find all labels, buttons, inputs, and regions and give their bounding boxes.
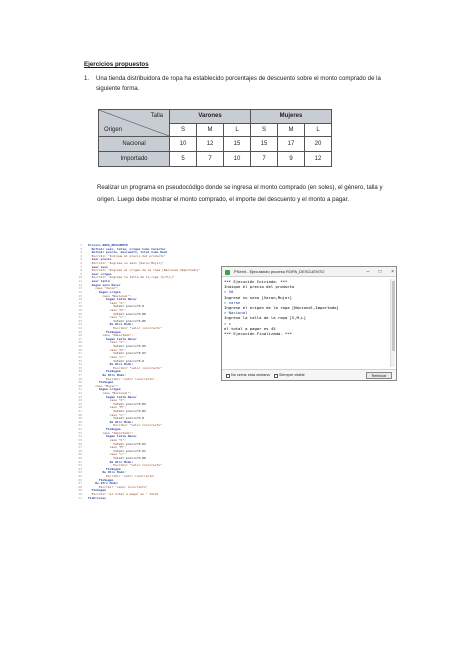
line-number: 61 — [78, 460, 82, 464]
restart-button[interactable]: Reiniciar — [366, 372, 392, 379]
line-number: 63 — [78, 467, 82, 471]
minimize-icon[interactable]: – — [366, 269, 370, 275]
line-number: 64 — [78, 471, 82, 475]
code-text: Escribir "valor incorrecto" — [88, 475, 155, 478]
corner-label-origen: Origen — [104, 127, 123, 133]
code-text: caso "Importado": — [88, 334, 134, 338]
code-text: caso "L": — [88, 413, 126, 417]
exercise-text: Una tienda distribuidora de ropa ha establecido porcentajes de descuento sobre el monto comprado de la siguiente forma. — [96, 75, 381, 92]
row-label-nacional: Nacional — [99, 137, 170, 152]
table-cell: 5 — [170, 152, 197, 167]
line-number: 28 — [78, 341, 82, 345]
keep-open-checkbox[interactable] — [226, 374, 230, 378]
code-text: Leer talla — [88, 280, 110, 284]
line-number: 15 — [78, 294, 82, 298]
line-number: 56 — [78, 442, 82, 446]
line-number: 30 — [78, 348, 82, 352]
table-cell: 12 — [197, 137, 224, 152]
code-text: Escribir "Ingrese la talla de la ropa [S,M,L]" — [88, 276, 175, 280]
scrollbar-thumb[interactable] — [392, 281, 395, 351]
code-text: caso "S": — [88, 341, 126, 345]
console-scrollbar[interactable] — [390, 279, 395, 367]
line-number: 45 — [78, 402, 82, 406]
code-text: caso "S": — [88, 438, 126, 442]
line-number: 33 — [78, 359, 82, 363]
code-text: Escribir "valor incorrecto" — [88, 366, 163, 370]
code-text: FinSegun — [88, 467, 121, 471]
code-text: total= precio*0.8 — [88, 417, 144, 421]
size-header: S — [251, 123, 278, 137]
console-line: Ingrese su sexo [Varon,Mujer] — [224, 294, 292, 300]
pseint-app-icon — [225, 270, 230, 275]
code-text: caso "S": — [88, 399, 126, 403]
line-number: 67 — [78, 482, 82, 486]
code-text: De Otro Modo: — [88, 373, 126, 377]
size-header: M — [278, 123, 305, 137]
code-text: caso "Varon": — [88, 287, 119, 291]
line-number: 2 — [80, 247, 82, 251]
code-text: Definir sexo, talla, origen Como Caracter — [88, 247, 166, 251]
line-number: 11 — [78, 280, 82, 284]
code-text: total= precio*0.9 — [88, 305, 144, 309]
code-text: Leer origen — [88, 272, 112, 276]
code-text: De Otro Modo: — [88, 460, 134, 464]
line-number: 20 — [78, 312, 82, 316]
line-number: 47 — [78, 410, 82, 414]
code-text: Escribir "Ingrese su sexo [Varon,Mujer]" — [88, 262, 164, 266]
exercise-number: 1. — [84, 75, 90, 82]
code-text: Segun origen — [88, 388, 121, 392]
code-text: Leer sexo — [88, 265, 108, 269]
code-text: Leer precio — [88, 258, 112, 262]
line-number: 5 — [80, 258, 82, 262]
console-line: > varon — [224, 299, 241, 305]
console-line: Ingrese la talla de la ropa [S,M,L] — [224, 315, 306, 321]
line-number: 68 — [78, 485, 82, 489]
line-number: 58 — [78, 449, 82, 453]
code-text: Proceso ROPA_DESCUENTO — [88, 244, 128, 247]
line-number: 59 — [78, 453, 82, 457]
table-cell: 15 — [251, 137, 278, 152]
line-number: 10 — [78, 276, 82, 280]
line-number: 17 — [78, 301, 82, 305]
console-line: > 50 — [224, 289, 234, 295]
line-number: 34 — [78, 363, 82, 367]
console-line: *** Ejecución Finalizada. *** — [224, 330, 292, 336]
line-number: 24 — [78, 327, 82, 331]
table-cell: 7 — [197, 152, 224, 167]
code-text: total= precio*0.83 — [88, 410, 146, 414]
console-line: Indique el precio del producto — [224, 284, 295, 290]
code-text: total= precio*0.95 — [88, 345, 146, 349]
line-number: 37 — [78, 373, 82, 377]
code-text: De Otro Modo: — [88, 482, 119, 486]
table-cell: 15 — [224, 137, 251, 152]
line-number: 21 — [78, 316, 82, 320]
line-number: 26 — [78, 334, 82, 338]
console-line: *** Ejecución Iniciada. *** — [224, 279, 288, 284]
code-text: Segun talla Hacer — [88, 395, 137, 399]
keep-open-label: No cerrar esta ventana — [231, 373, 270, 377]
code-text: De Otro Modo: — [88, 471, 126, 475]
group-header-mujeres: Mujeres — [251, 110, 332, 124]
code-text: total= precio*0.85 — [88, 319, 146, 323]
size-header: S — [170, 123, 197, 137]
line-number: 42 — [78, 391, 82, 395]
line-number: 35 — [78, 366, 82, 370]
line-number: 6 — [80, 262, 82, 266]
always-visible-checkbox[interactable] — [274, 374, 278, 378]
line-number: 1 — [80, 244, 82, 247]
code-text: De Otro Modo: — [88, 420, 134, 424]
code-text: caso "Importado": — [88, 431, 134, 435]
code-text: FinSegun — [88, 478, 114, 482]
line-number: 50 — [78, 420, 82, 424]
code-text: De Otro Modo: — [88, 323, 134, 327]
code-text: Segun talla Hacer — [88, 435, 137, 439]
line-number: 66 — [78, 478, 82, 482]
code-text: Escribir "el total a pagar es " total — [88, 493, 159, 497]
code-text: Escribir "Indique el precio del producto" — [88, 254, 166, 258]
line-number: 40 — [78, 384, 82, 388]
table-cell: 12 — [305, 152, 332, 167]
code-text: caso "M": — [88, 308, 126, 312]
code-text: caso "M": — [88, 406, 126, 410]
table-cell: 10 — [224, 152, 251, 167]
code-text: caso "M": — [88, 446, 126, 450]
line-number: 70 — [78, 493, 82, 497]
code-text: caso "Nacional": — [88, 391, 132, 395]
line-number: 14 — [78, 290, 82, 294]
code-text: total= precio*0.93 — [88, 442, 146, 446]
code-text: FinSegun — [88, 428, 121, 432]
line-number: 41 — [78, 388, 82, 392]
line-number: 53 — [78, 431, 82, 435]
code-text: Segun talla Hacer — [88, 298, 137, 302]
code-line — [72, 497, 232, 501]
close-icon[interactable]: × — [391, 269, 394, 275]
code-text: FinSegun — [88, 381, 114, 385]
line-number: 38 — [78, 377, 82, 381]
maximize-icon[interactable]: □ — [378, 269, 382, 275]
corner-cell — [99, 110, 170, 137]
code-text: caso "M": — [88, 348, 126, 352]
line-number: 13 — [78, 287, 82, 291]
table-cell: 7 — [251, 152, 278, 167]
console-line: Ingrese el origen de la ropa [Nacional,Importado] — [224, 304, 339, 310]
line-number: 9 — [80, 272, 82, 276]
line-number: 65 — [78, 475, 82, 478]
code-text: total= precio*0.88 — [88, 456, 146, 460]
code-text: FinSegun — [88, 330, 121, 334]
pseint-console-window — [221, 266, 397, 381]
line-number: 27 — [78, 337, 82, 341]
line-number: 48 — [78, 413, 82, 417]
line-number: 62 — [78, 464, 82, 468]
section-heading: Ejercicios propuestos — [84, 61, 149, 68]
group-header-varones: Varones — [170, 110, 251, 124]
code-text: total= precio*0.91 — [88, 449, 146, 453]
code-text: Escribir "valor incorrecto" — [88, 377, 155, 381]
code-text: caso "L": — [88, 453, 126, 457]
code-text: Definir precio, descuento, total Como Real — [88, 251, 168, 255]
code-text: caso "Nacional": — [88, 294, 132, 298]
line-number: 4 — [80, 254, 82, 258]
window-title: PSeInt - Ejecutando proceso ROPA_DESCUENTO — [234, 269, 325, 274]
console-line: el total a pagar es 45 — [224, 325, 276, 331]
code-text: caso "S": — [88, 301, 126, 305]
line-number: 49 — [78, 417, 82, 421]
line-number: 71 — [78, 496, 82, 500]
console-output — [224, 279, 388, 369]
line-number: 32 — [78, 355, 82, 359]
size-header: L — [224, 123, 251, 137]
line-number: 8 — [80, 269, 82, 273]
window-titlebar — [222, 267, 396, 277]
console-line: > s — [224, 320, 232, 326]
corner-label-talla: Talla — [150, 113, 163, 119]
line-number: 69 — [78, 489, 82, 493]
line-number: 46 — [78, 406, 82, 410]
table-cell: 17 — [278, 137, 305, 152]
table-cell: 10 — [170, 137, 197, 152]
line-number: 22 — [78, 319, 82, 323]
code-text: De Otro Modo: — [88, 363, 134, 367]
line-number: 25 — [78, 330, 82, 334]
code-text: caso "L": — [88, 316, 126, 320]
table-cell: 9 — [278, 152, 305, 167]
code-text: Escribir "valor incorrecto" — [88, 327, 163, 331]
size-header: L — [305, 123, 332, 137]
code-text: Segun talla Hacer — [88, 337, 137, 341]
code-text: total= precio*0.88 — [88, 312, 146, 316]
line-number: 60 — [78, 456, 82, 460]
line-number: 36 — [78, 370, 82, 374]
code-text: Segun origen — [88, 290, 121, 294]
line-number: 29 — [78, 345, 82, 349]
code-text: caso "Mujer": — [88, 384, 119, 388]
code-text: Escribir "Ingrese el origen de la ropa [Nacional,Importado]" — [88, 269, 200, 273]
code-text: caso "L": — [88, 355, 126, 359]
always-visible-label: Siempre visible — [279, 373, 305, 377]
code-text: total= precio*0.85 — [88, 402, 146, 406]
code-text: FinSegun — [88, 370, 121, 374]
code-text: Escribir "valor incorrecto" — [88, 424, 163, 428]
line-number: 16 — [78, 298, 82, 302]
line-number: 55 — [78, 438, 82, 442]
line-number: 39 — [78, 381, 82, 385]
line-number: 44 — [78, 399, 82, 403]
line-number: 57 — [78, 446, 82, 450]
code-text: total= precio*0.9 — [88, 359, 144, 363]
pseudocode-listing — [72, 244, 232, 500]
code-text: Escribir "valor incorrecto" — [88, 464, 163, 468]
size-header: M — [197, 123, 224, 137]
line-number: 12 — [78, 283, 82, 287]
line-number: 18 — [78, 305, 82, 309]
line-number: 43 — [78, 395, 82, 399]
code-text: FinSegun — [88, 489, 107, 493]
line-number: 23 — [78, 323, 82, 327]
line-number: 19 — [78, 308, 82, 312]
line-number: 52 — [78, 428, 82, 432]
console-line: > Nacional — [224, 310, 248, 316]
code-text: total= precio*0.93 — [88, 352, 146, 356]
console-footer — [222, 369, 396, 380]
discount-table — [98, 109, 332, 167]
code-text: Escribir "valor incorrecto" — [88, 485, 148, 489]
code-text: FinProceso — [88, 496, 107, 500]
line-number: 7 — [80, 265, 82, 269]
line-number: 54 — [78, 435, 82, 439]
code-text: Segun sexo Hacer — [88, 283, 121, 287]
line-number: 3 — [80, 251, 82, 255]
table-cell: 20 — [305, 137, 332, 152]
line-number: 51 — [78, 424, 82, 428]
instruction-text: Realizar un programa en pseudocódigo donde se ingresa el monto comprado (en soles), el género, talla y origen. Luego debe mostrar el monto comprado, el importe del descuento y el monto a pagar. — [97, 184, 383, 203]
line-number: 31 — [78, 352, 82, 356]
row-label-importado: Importado — [99, 152, 170, 167]
